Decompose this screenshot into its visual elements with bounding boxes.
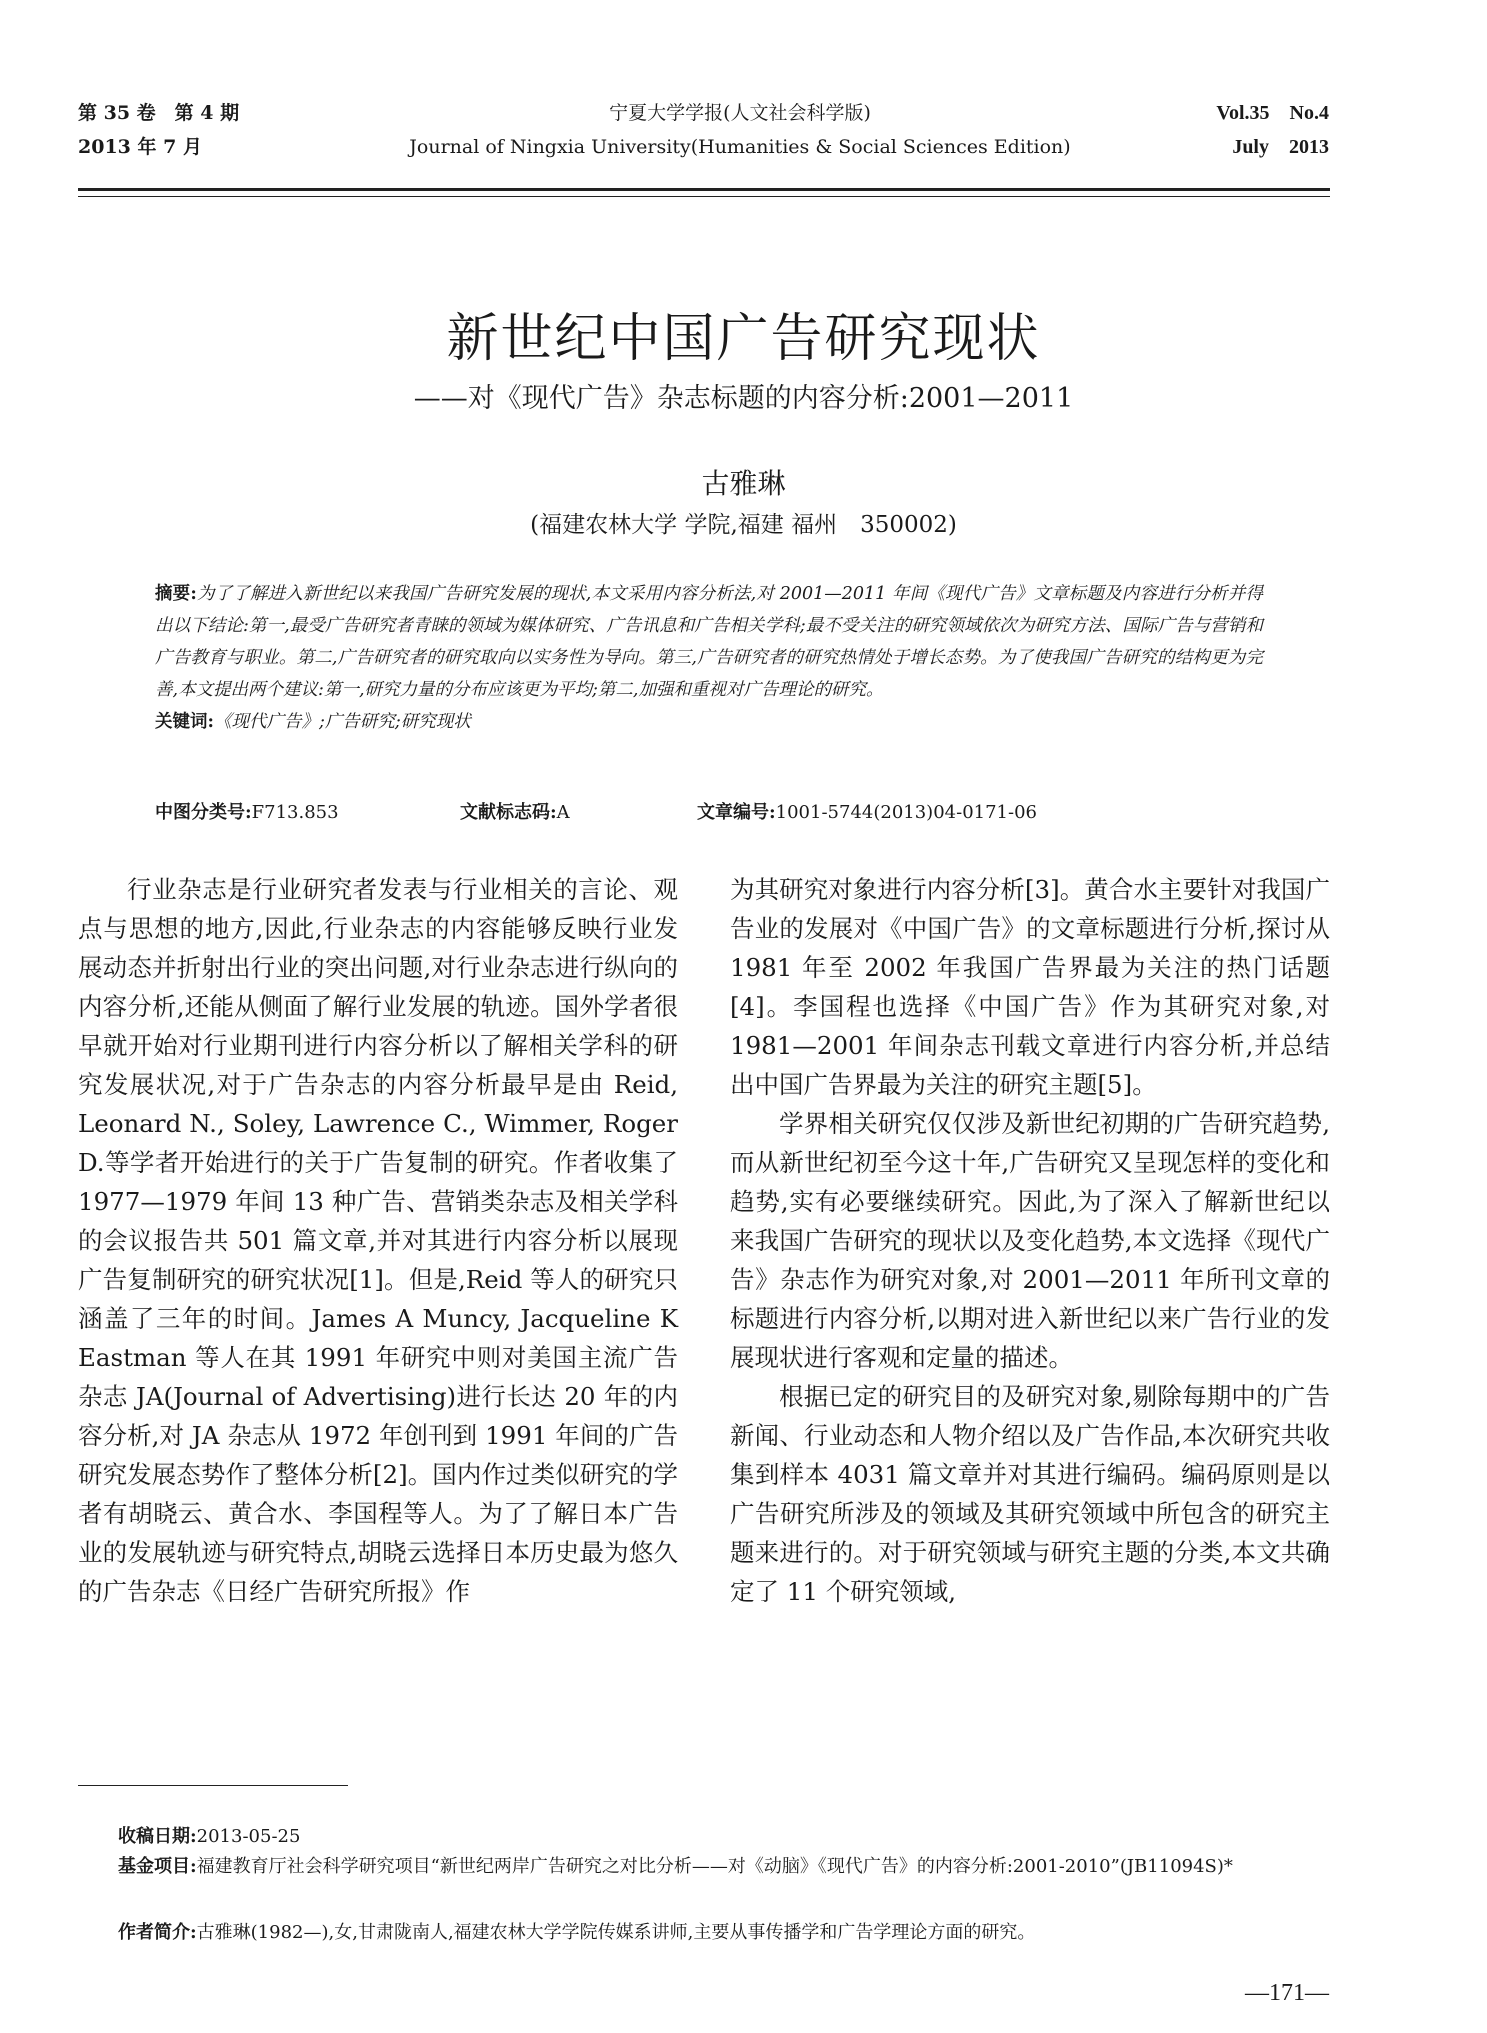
issue-date-en: July 2013 bbox=[1232, 136, 1329, 158]
abstract-body bbox=[155, 578, 1263, 706]
footnote-received bbox=[118, 1822, 1328, 1852]
body-column-left bbox=[78, 870, 678, 1611]
doc-code bbox=[460, 797, 570, 829]
clc-code bbox=[155, 797, 339, 829]
header-rule-thin bbox=[78, 196, 1330, 197]
article-number bbox=[697, 797, 1037, 829]
footnote-rule bbox=[78, 1785, 348, 1786]
body-column-right bbox=[730, 870, 1330, 1611]
author-bio-label: 作者简介: bbox=[118, 1922, 197, 1943]
keywords-label: 关键词: bbox=[155, 712, 214, 732]
doc-code-label: 文献标志码: bbox=[460, 802, 557, 823]
page-number: —171— bbox=[1245, 1980, 1329, 2006]
volume-issue: 第 35 卷 第 4 期 bbox=[78, 102, 240, 124]
author-affiliation: (福建农林大学 学院,福建 福州 350002) bbox=[530, 512, 957, 538]
paragraph: 为其研究对象进行内容分析[3]。黄合水主要针对我国广告业的发展对《中国广告》的文章标题进行分析,探讨从 1981 年至 2002 年我国广告界最为关注的热门话题[4]。李国程也选择《中国广告》作为其研究对象,对 1981—2001 年间杂志刊载文章进行内容分析,并总结出中国广告界最为关注的研究主题[5]。 bbox=[730, 875, 1330, 1099]
author-name: 古雅琳 bbox=[701, 467, 786, 500]
keywords-text: 《现代广告》;广告研究;研究现状 bbox=[213, 712, 471, 732]
clc-value: F713.853 bbox=[251, 802, 339, 823]
abstract-text: 为了了解进入新世纪以来我国广告研究发展的现状,本文采用内容分析法,对 2001—2011 年间《现代广告》文章标题及内容进行分析并得出以下结论:第一,最受广告研究者青睐的领域为媒体研究、广告讯息和广告相关学科;最不受关注的研究领域依次为研究方法、国际广告与营销和广告教育与职业。第二,广告研究者的研究取向以实务性为导向。第三,广告研究者的研究热情处于增长态势。为了使我国广告研究的结构更为完善,本文提出两个建议:第一,研究力量的分布应该更为平均;第二,加强和重视对广告理论的研究。 bbox=[155, 584, 1263, 700]
paragraph: 学界相关研究仅仅涉及新世纪初期的广告研究趋势,而从新世纪初至今这十年,广告研究又呈现怎样的变化和趋势,实有必要继续研究。因此,为了深入了解新世纪以来我国广告研究的现状以及变化趋势,本文选择《现代广告》杂志作为研究对象,对 2001—2011 年所刊文章的标题进行内容分析,以期对进入新世纪以来广告行业的发展现状进行客观和定量的描述。 bbox=[730, 1109, 1330, 1372]
clc-label: 中图分类号: bbox=[155, 802, 252, 823]
header-rule-thick bbox=[78, 188, 1330, 191]
article-subtitle: ——对《现代广告》杂志标题的内容分析:2001—2011 bbox=[413, 383, 1074, 414]
journal-name-en: Journal of Ningxia University(Humanities & Social Sciences Edition) bbox=[409, 136, 1071, 158]
keywords bbox=[155, 706, 1263, 738]
fund-text: 福建教育厅社会科学研究项目“新世纪两岸广告研究之对比分析——对《动脑》《现代广告》的内容分析:2001-2010”(JB11094S)* bbox=[196, 1856, 1233, 1877]
header-left bbox=[78, 96, 239, 164]
doc-code-value: A bbox=[556, 802, 570, 823]
author-bio-text: 古雅琳(1982—),女,甘肃陇南人,福建农林大学学院传媒系讲师,主要从事传播学和广告学理论方面的研究。 bbox=[196, 1922, 1036, 1943]
abstract-label: 摘要: bbox=[155, 584, 197, 604]
header-center bbox=[360, 96, 1120, 164]
received-label: 收稿日期: bbox=[118, 1826, 197, 1847]
issue-date: 2013 年 7 月 bbox=[78, 136, 202, 158]
fund-label: 基金项目: bbox=[118, 1856, 197, 1877]
journal-name-cn: 宁夏大学学报(人文社会科学版) bbox=[609, 102, 871, 124]
article-title: 新世纪中国广告研究现状 bbox=[446, 309, 1041, 369]
abstract bbox=[155, 578, 1263, 738]
received-date: 2013-05-25 bbox=[196, 1826, 301, 1847]
paragraph: 根据已定的研究目的及研究对象,剔除每期中的广告新闻、行业动态和人物介绍以及广告作品,本次研究共收集到样本 4031 篇文章并对其进行编码。编码原则是以广告研究所涉及的领域及其研究领域中所包含的研究主题来进行的。对于研究领域与研究主题的分类,本文共确定了 11 个研究领域, bbox=[730, 1382, 1330, 1606]
volume-issue-en: Vol.35 No.4 bbox=[1216, 102, 1329, 124]
article-number-value: 1001-5744(2013)04-0171-06 bbox=[775, 802, 1037, 823]
footnote-fund bbox=[118, 1852, 1328, 1882]
footnote-author bbox=[118, 1918, 1328, 1948]
article-number-label: 文章编号: bbox=[697, 802, 776, 823]
header-right bbox=[1216, 96, 1329, 164]
paragraph: 行业杂志是行业研究者发表与行业相关的言论、观点与思想的地方,因此,行业杂志的内容能够反映行业发展动态并折射出行业的突出问题,对行业杂志进行纵向的内容分析,还能从侧面了解行业发展的轨迹。国外学者很早就开始对行业期刊进行内容分析以了解相关学科的研究发展状况,对于广告杂志的内容分析最早是由 Reid, Leonard N., Soley, Lawrence C., Wimmer, Roger D.等学者开始进行的关于广告复制的研究。作者收集了 1977—1979 年间 13 种广告、营销类杂志及相关学科的会议报告共 501 篇文章,并对其进行内容分析以展现广告复制研究的研究状况[1]。但是,Reid 等人的研究只涵盖了三年的时间。James A Muncy, Jacqueline K Eastman 等人在其 1991 年研究中则对美国主流广告杂志 JA(Journal of Advertising)进行长达 20 年的内容分析,对 JA 杂志从 1972 年创刊到 1991 年间的广告研究发展态势作了整体分析[2]。国内作过类似研究的学者有胡晓云、黄合水、李国程等人。为了了解日本广告业的发展轨迹与研究特点,胡晓云选择日本历史最为悠久的广告杂志《日经广告研究所报》作 bbox=[78, 875, 678, 1606]
